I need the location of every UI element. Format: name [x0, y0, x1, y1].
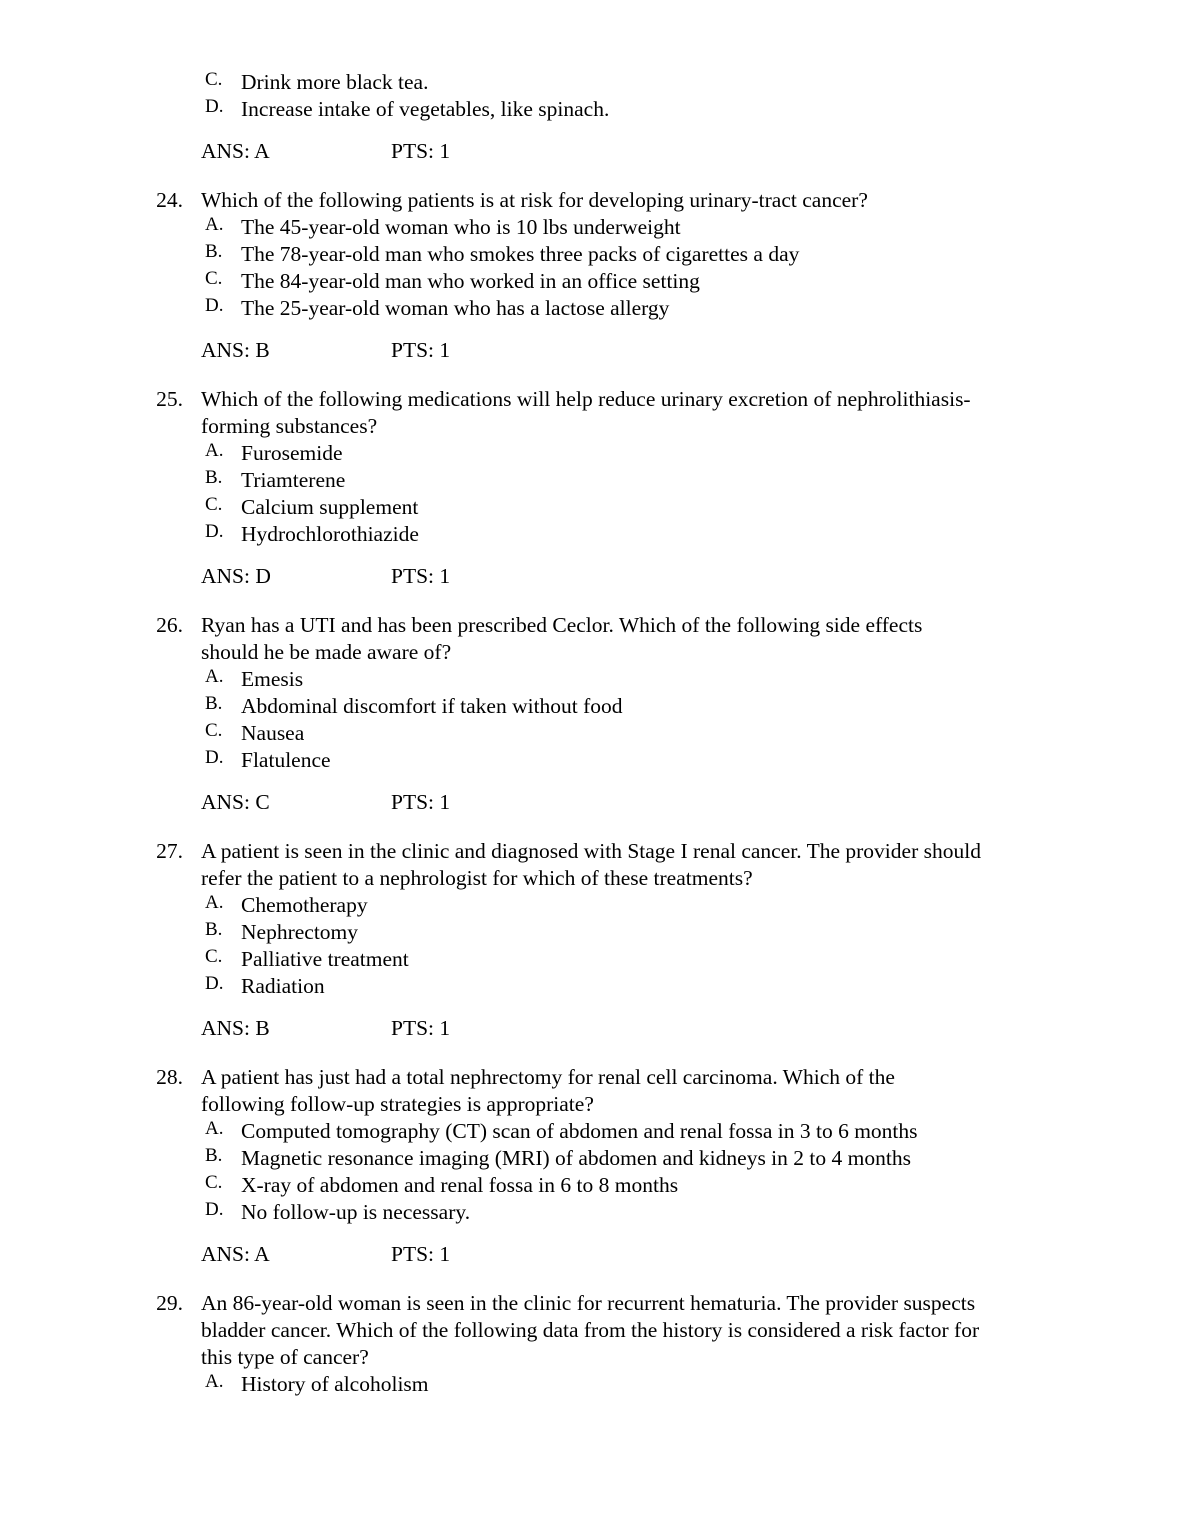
option-line [0, 892, 1190, 919]
question-text: bladder cancer. Which of the following data from the history is considered a risk factor for [201, 1318, 980, 1342]
option-line [0, 241, 1190, 268]
option-letter: A. [205, 1371, 224, 1392]
question-text: Which of the following patients is at risk for developing urinary-tract cancer? [201, 188, 868, 212]
question-number: 25. [156, 387, 183, 411]
option-line [0, 1371, 1190, 1398]
answer-line [0, 1241, 1190, 1268]
question-text: refer the patient to a nephrologist for which of these treatments? [201, 866, 753, 890]
question-line [0, 612, 1190, 639]
question-text: forming substances? [201, 414, 378, 438]
question-line [0, 1317, 1190, 1344]
option-text: Calcium supplement [241, 495, 419, 519]
question-text: Which of the following medications will help reduce urinary excretion of nephrolithiasis- [201, 387, 971, 411]
option-letter: C. [205, 1172, 223, 1193]
points-label: PTS: 1 [391, 338, 451, 362]
answer-label: ANS: B [201, 338, 270, 362]
option-text: Nausea [241, 721, 305, 745]
option-line [0, 96, 1190, 123]
option-line [0, 69, 1190, 96]
answer-line [0, 789, 1190, 816]
option-letter: B. [205, 919, 223, 940]
option-line [0, 467, 1190, 494]
option-letter: C. [205, 494, 223, 515]
option-line [0, 720, 1190, 747]
option-text: Abdominal discomfort if taken without food [241, 694, 623, 718]
question-29 [0, 1290, 1190, 1398]
question-text: should he be made aware of? [201, 640, 452, 664]
question-number: 24. [156, 188, 183, 212]
option-letter: D. [205, 973, 224, 994]
option-letter: A. [205, 892, 224, 913]
question-line [0, 1064, 1190, 1091]
document-page [0, 69, 1190, 1398]
question-27 [0, 838, 1190, 1042]
option-letter: A. [205, 440, 224, 461]
option-text: Chemotherapy [241, 893, 368, 917]
option-text: Radiation [241, 974, 325, 998]
question-text: following follow-up strategies is appropriate? [201, 1092, 594, 1116]
points-label: PTS: 1 [391, 1242, 451, 1266]
question-number: 29. [156, 1291, 183, 1315]
option-letter: B. [205, 241, 223, 262]
question-line [0, 1290, 1190, 1317]
option-text: Furosemide [241, 441, 343, 465]
question-24 [0, 187, 1190, 364]
question-line [0, 865, 1190, 892]
answer-label: ANS: B [201, 1016, 270, 1040]
answer-line [0, 138, 1190, 165]
question-25 [0, 386, 1190, 590]
question-text: A patient has just had a total nephrectomy for renal cell carcinoma. Which of the [201, 1065, 895, 1089]
option-text: Palliative treatment [241, 947, 409, 971]
option-text: X-ray of abdomen and renal fossa in 6 to 8 months [241, 1173, 679, 1197]
question-text: An 86-year-old woman is seen in the clinic for recurrent hematuria. The provider suspects [201, 1291, 976, 1315]
question-line [0, 1344, 1190, 1371]
question-number: 26. [156, 613, 183, 637]
option-letter: D. [205, 1199, 224, 1220]
option-line [0, 1172, 1190, 1199]
option-text: Flatulence [241, 748, 331, 772]
option-line [0, 214, 1190, 241]
option-text: Hydrochlorothiazide [241, 522, 419, 546]
question-line [0, 386, 1190, 413]
answer-label: ANS: A [201, 1242, 270, 1266]
question-text: Ryan has a UTI and has been prescribed Ceclor. Which of the following side effects [201, 613, 923, 637]
question-line [0, 413, 1190, 440]
option-text: No follow-up is necessary. [241, 1200, 471, 1224]
question-26 [0, 612, 1190, 816]
option-text: Emesis [241, 667, 304, 691]
option-letter: B. [205, 1145, 223, 1166]
answer-label: ANS: D [201, 564, 271, 588]
option-letter: A. [205, 666, 224, 687]
answer-line [0, 337, 1190, 364]
option-letter: C. [205, 720, 223, 741]
question-number: 28. [156, 1065, 183, 1089]
option-line [0, 295, 1190, 322]
option-text: The 45-year-old woman who is 10 lbs underweight [241, 215, 681, 239]
option-letter: D. [205, 295, 224, 316]
option-text: The 78-year-old man who smokes three packs of cigarettes a day [241, 242, 800, 266]
question-line [0, 187, 1190, 214]
option-letter: D. [205, 96, 224, 117]
option-text: Increase intake of vegetables, like spinach. [241, 97, 610, 121]
question-text: this type of cancer? [201, 1345, 369, 1369]
option-line [0, 1199, 1190, 1226]
question-line [0, 838, 1190, 865]
option-letter: C. [205, 946, 223, 967]
option-text: Drink more black tea. [241, 70, 429, 94]
option-text: Nephrectomy [241, 920, 359, 944]
points-label: PTS: 1 [391, 790, 451, 814]
answer-label: ANS: A [201, 139, 270, 163]
option-line [0, 666, 1190, 693]
question-list [0, 187, 1190, 1398]
question-number: 27. [156, 839, 183, 863]
option-letter: D. [205, 747, 224, 768]
option-letter: C. [205, 268, 223, 289]
answer-line [0, 1015, 1190, 1042]
option-line [0, 494, 1190, 521]
question-line [0, 1091, 1190, 1118]
option-text: The 84-year-old man who worked in an office setting [241, 269, 700, 293]
option-letter: B. [205, 693, 223, 714]
option-letter: A. [205, 214, 224, 235]
question-28 [0, 1064, 1190, 1268]
option-letter: C. [205, 69, 223, 90]
option-line [0, 919, 1190, 946]
option-text: Triamterene [241, 468, 346, 492]
option-line [0, 946, 1190, 973]
points-label: PTS: 1 [391, 564, 451, 588]
answer-line [0, 563, 1190, 590]
option-text: The 25-year-old woman who has a lactose allergy [241, 296, 670, 320]
points-label: PTS: 1 [391, 139, 451, 163]
option-letter: A. [205, 1118, 224, 1139]
question-line [0, 639, 1190, 666]
answer-label: ANS: C [201, 790, 270, 814]
points-label: PTS: 1 [391, 1016, 451, 1040]
option-line [0, 440, 1190, 467]
option-line [0, 747, 1190, 774]
option-line [0, 1145, 1190, 1172]
option-text: Computed tomography (CT) scan of abdomen and renal fossa in 3 to 6 months [241, 1119, 918, 1143]
option-text: History of alcoholism [241, 1372, 429, 1396]
option-line [0, 268, 1190, 295]
option-line [0, 1118, 1190, 1145]
question-text: A patient is seen in the clinic and diagnosed with Stage I renal cancer. The provider should [201, 839, 981, 863]
option-text: Magnetic resonance imaging (MRI) of abdomen and kidneys in 2 to 4 months [241, 1146, 911, 1170]
option-line [0, 693, 1190, 720]
option-letter: B. [205, 467, 223, 488]
option-line [0, 973, 1190, 1000]
option-line [0, 521, 1190, 548]
option-letter: D. [205, 521, 224, 542]
